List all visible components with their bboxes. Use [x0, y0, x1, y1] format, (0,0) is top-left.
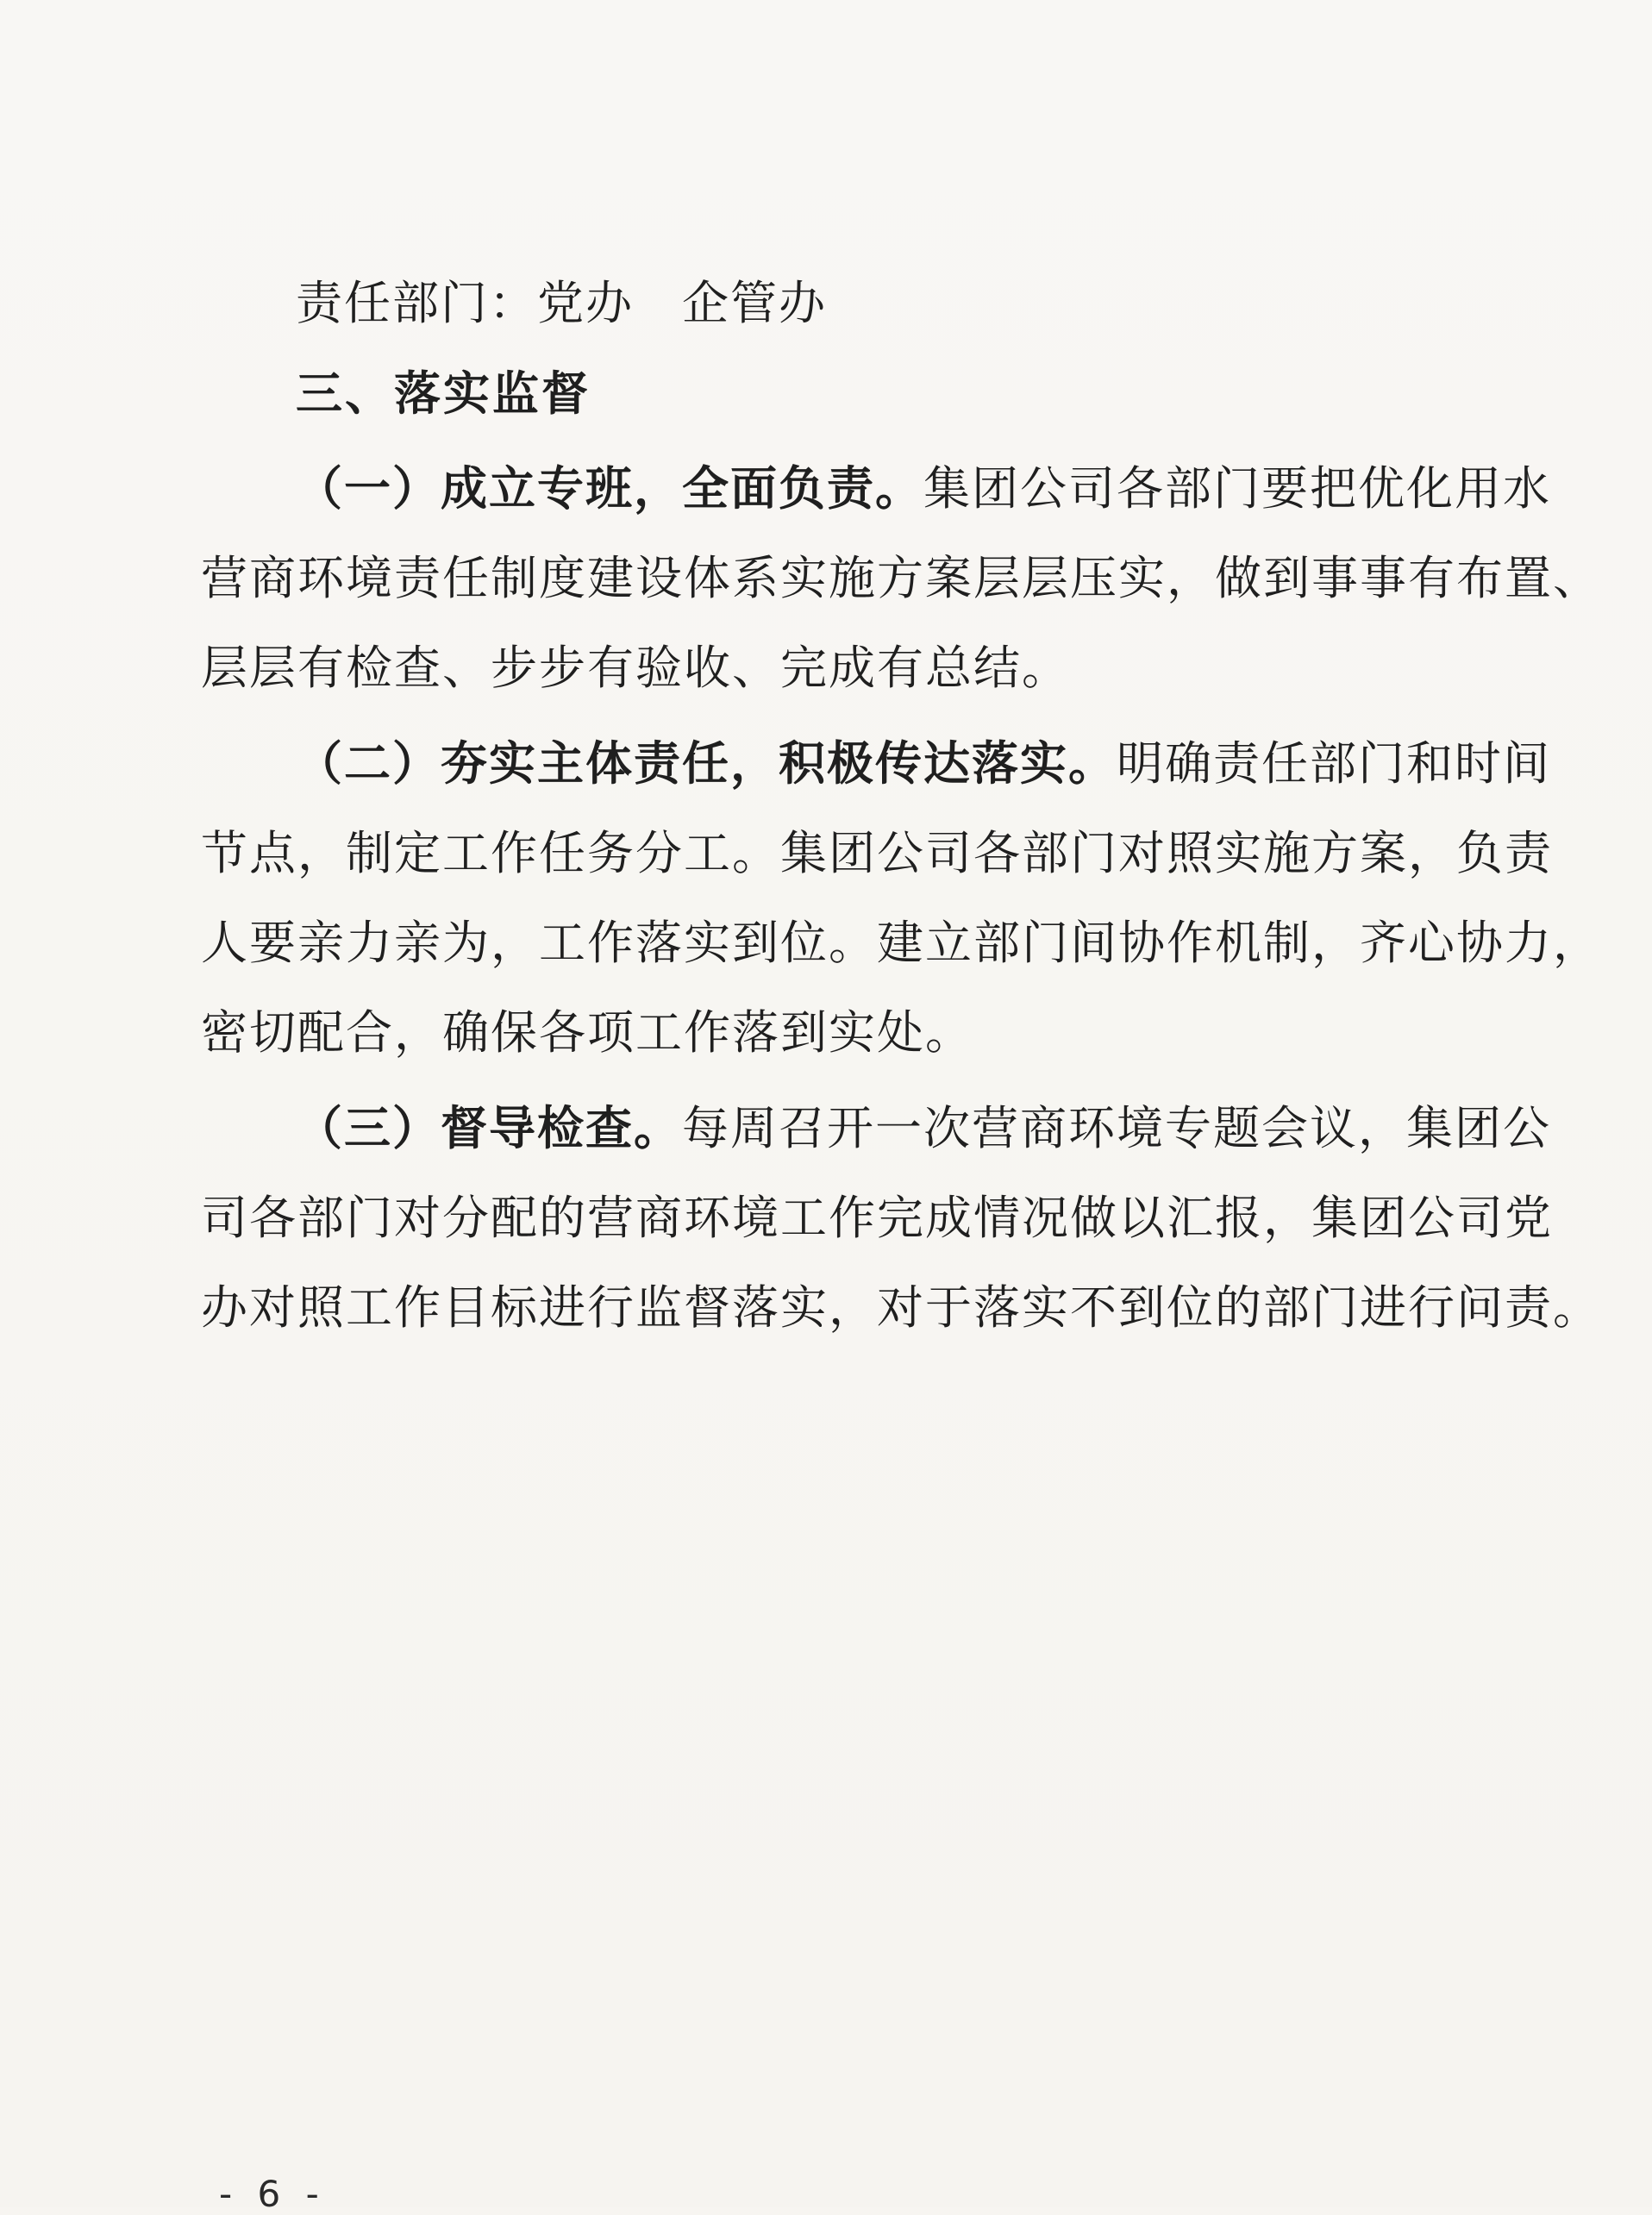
- paragraph-3: [201, 1083, 1601, 1353]
- section-heading: 三、落实监督: [296, 366, 591, 421]
- paragraph-3-line-1: 每周召开一次营商环境专题会议，集团公: [682, 1101, 1551, 1155]
- paragraph-2-line-2: 节点，制定工作任务分工。集团公司各部门对照实施方案，负责: [201, 826, 1553, 880]
- paragraph-3-lead: （三）督导检查。: [296, 1100, 682, 1155]
- page-number: - 6 -: [219, 2173, 326, 2215]
- paragraph-1-line-3: 层层有检查、步步有验收、完成有总结。: [201, 641, 1070, 695]
- paragraph-1-line-2: 营商环境责任制度建设体系实施方案层层压实，做到事事有布置、: [201, 551, 1601, 605]
- paragraph-3-first-line: [201, 1083, 1551, 1173]
- paragraph-2-line-1: 明确责任部门和时间: [1117, 736, 1551, 791]
- paragraph-1-first-line: [201, 443, 1551, 534]
- paragraph-1-line-1: 集团公司各部门要把优化用水: [923, 461, 1551, 516]
- paragraph-2-lead: （二）夯实主体责任，积极传达落实。: [296, 735, 1117, 791]
- paragraph-2-line-4: 密切配合，确保各项工作落到实处。: [201, 1005, 973, 1060]
- paragraph-2-line-3: 人要亲力亲为，工作落实到位。建立部门间协作机制，齐心协力，: [201, 916, 1601, 970]
- paragraph-2-first-line: [201, 718, 1551, 809]
- paragraph-3-line-3: 办对照工作目标进行监督落实，对于落实不到位的部门进行问责。: [201, 1280, 1601, 1335]
- document-body: [201, 259, 1601, 1353]
- paragraph-1: [201, 443, 1601, 713]
- paragraph-3-line-2: 司各部门对分配的营商环境工作完成情况做以汇报，集团公司党: [201, 1191, 1553, 1245]
- paragraph-1-lead: （一）成立专班，全面负责。: [296, 460, 923, 516]
- paragraph-2: [201, 718, 1601, 1078]
- responsible-departments-line: 责任部门：党办 企管办: [296, 276, 827, 330]
